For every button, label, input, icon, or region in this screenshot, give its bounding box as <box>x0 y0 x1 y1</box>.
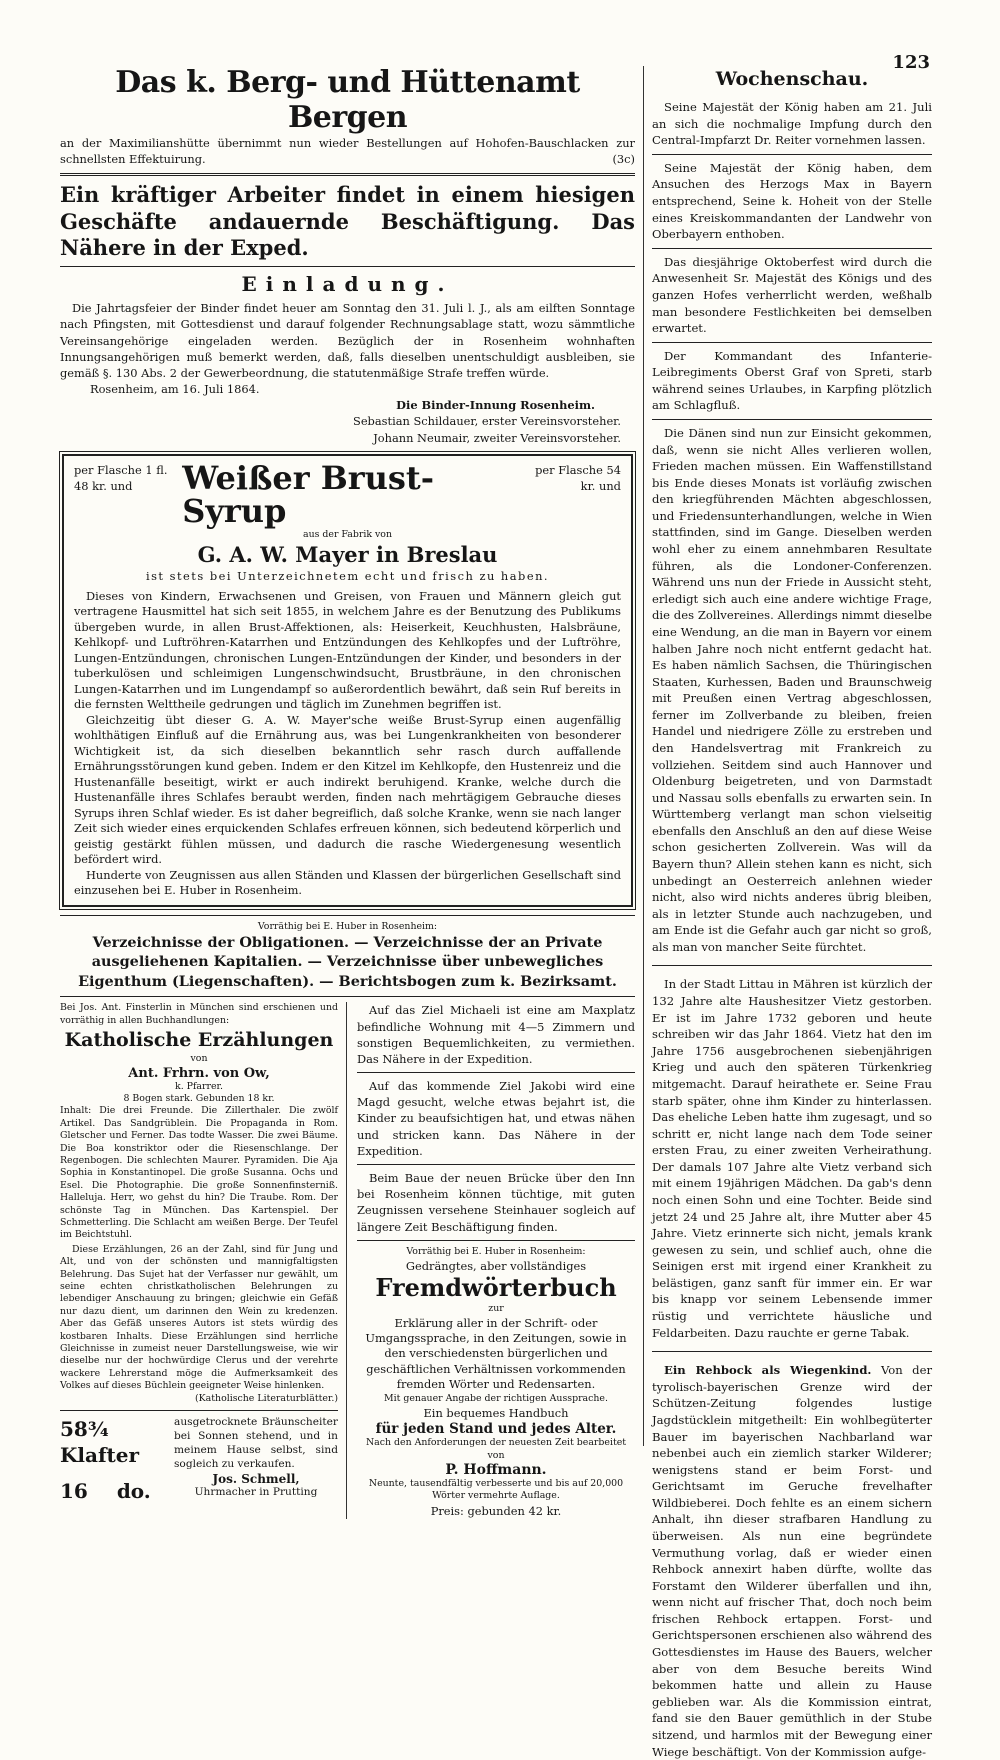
ad-verzeichnisse <box>60 921 635 992</box>
news-item-7-heading: Ein Rehbock als Wiegenkind. <box>664 1363 872 1378</box>
divider <box>652 342 932 343</box>
fw-note: Mit genauer Angabe der richtigen Aussprache. <box>384 1392 608 1404</box>
lower-ads-right <box>347 1002 635 1519</box>
ad-arbeiter <box>60 182 635 261</box>
ad-erzaehlungen <box>60 1002 338 1405</box>
lower-ads <box>60 1002 635 1519</box>
fw-handbook2: für jeden Stand und jedes Alter. <box>375 1421 617 1438</box>
erz-contents: Inhalt: Die drei Freunde. Die Zillerthaler. Die zwölf Artikel. Das Sandgrüblein. Die Propaganda in Rom. Gletscher und Ferner. Das todte Wasser. Die zwei Bäume. Die Boa konstriktor oder die Riesenschlange. Der Regenbogen. Die schlechten Maurer. Pyramiden. Die Aja Sophia in Konstantinopel. Die große Susanna. Ochs und Esel. Die Photographie. Die große Sonnenfinsterniß. Halleluja. Herr, wo gehst du hin? Die Traube. Rom. Der schönste Tag in München. Das Kartenspiel. Der Schmetterling. Die Schlacht am weißen Berge. Der Teufel im Beichtstuhl. <box>60 1105 338 1241</box>
news-item-1: Seine Majestät der König haben am 21. Juli an sich die nochmalige Impfung durch den Central-Impfarzt Dr. Reiter vornehmen lassen. <box>652 100 932 148</box>
ad-einladung-date: Rosenheim, am 16. Juli 1864. <box>90 382 260 397</box>
column-divider <box>643 66 644 1446</box>
syrup-price-right: per Flasche 54 kr. und <box>535 462 621 493</box>
divider <box>652 248 932 249</box>
klafter-word1: Klafter <box>60 1443 140 1468</box>
syrup-price-left: per Flasche 1 fl. 48 kr. und <box>74 462 168 493</box>
klafter-word2: do. <box>116 1479 151 1504</box>
verz-text: Verzeichnisse der Obligationen. — Verzeichnisse der an Private ausgeliehenen Kapitalien. — Verzeichnisse über unbewegliches Eigenthum (Liegenschaften). — Berichtsbogen zum k. Bezirksamt. <box>78 934 617 990</box>
fw-handbook1: Ein bequemes Handbuch <box>423 1405 569 1420</box>
news-item-5: Die Dänen sind nun zur Einsicht gekommen, daß, wenn sie nicht Alles verlieren wollen, Frieden machen müssen. Ein Waffenstillstand bis Ende dieses Monats ist vorläufig zwischen den kriegführenden Mächten abgeschlossen, und Friedensunterhandlungen, welche in Wien stattfinden, sind im Gange. Dieselben werden wohl eher zu einem annehmbaren Resultate führen, als die Londoner-Conferenzen. Während uns nun der Friede in Aussicht steht, erledigt sich auch eine andere wichtige Frage, die des Zollvereines. Allerdings nimmt dieselbe eine Wendung, an die man in Bayern vor einem halben Jahre noch nicht entfernt gedacht hat. Es haben nämlich Sachsen, die Thüringischen Staaten, Kurhessen, Baden und Braunschweig mit Preußen einen Vertrag abgeschlossen, ferner im Zollverbande zu bleiben, freien Handel und niedrigere Zölle zu erstreben und den Handelsvertrag mit Frankreich zu vollziehen. Seitdem sind auch Hannover und Oldenburg beigetreten, und von Darmstadt und Nassau solls ebenfalls zu erwarten sein. In Württemberg verlangt man schon vielseitig ebenfalls den Anschluß an den auf diese Weise schon gesicherten Zollverein. Was will da Bayern thun? Allein stehen kann es nicht, sich unbedingt an Oesterreich anlehnen wieder nicht, also wird nichts anderes übrig bleiben, als in letzter Stunde auch nachzugeben, und am Ende ist die Gefahr auch gar nicht so groß, als man von mancher Seite fürchtet. <box>652 425 932 954</box>
syrup-availability: ist stets bei Unterzeichnetem echt und frisch zu haben. <box>145 569 550 584</box>
ad-einladung-heading: Einladung. <box>241 272 454 297</box>
ad-fremdwoerterbuch <box>357 1246 635 1519</box>
erz-author: Ant. Frhrn. von Ow, <box>128 1065 270 1081</box>
divider <box>652 419 932 420</box>
fw-after: Nach den Anforderungen der neuesten Zeit bearbeitet <box>365 1437 627 1449</box>
news-item-7-body: Von der tyrolisch-bayerischen Grenze wird der Schützen-Zeitung folgendes lustige Jagdstücklein mitgetheilt: Ein wohlbegüterter Bauer im bayerischen Nachbarland war nebenbei auch ein ziemlich starker Wilderer; wenigstens stand er beim Forst- und Gerichtsamt im Geruche frevelhafter Wildbieberei. Doch fehlte es an einem sichern Anhalt, ihn dieser strafbaren Handlung zu überweisen. Als nun eine begründete Vermuthung vorlag, daß er wieder einen Rehbock annexirt haben dürfte, wollte das Forstamt den Wilderer überfallen und ihn, wenn nicht auf frischer That, doch noch beim frischen Rehbock ertappen. Forst- und Gerichtspersonen erschienen also während des Gottesdienstes im Hause des Bauers, welcher aber von dem Besuche bereits Wind bekommen hatte und allein zu Hause geblieben war. Als die Kommission eintrat, fand sie den Bauer gemüthlich in der Stube sitzend, und harmlos mit der Bewegung einer Wiege beschäftigt. Von der Kommission aufge- <box>652 1363 933 1759</box>
divider <box>60 266 635 267</box>
fw-zur: zur <box>488 1303 504 1315</box>
erz-intro: Bei Jos. Ant. Finsterlin in München sind erschienen und vorräthig in allen Buchhandlungen: <box>60 1002 338 1026</box>
fw-small: Vorräthig bei E. Huber in Rosenheim: <box>406 1245 586 1257</box>
klafter-num2: 16 <box>60 1479 88 1504</box>
news-item-4: Der Kommandant des Infanterie-Leibregiments Oberst Graf von Spreti, starb während seines Urlaubes, in Karpfing plötzlich am Schlagfluß. <box>652 348 932 413</box>
ad-einladung-sign2: Johann Neumair, zweiter Vereinsvorsteher. <box>373 430 621 445</box>
divider <box>652 965 932 966</box>
wochenschau-column <box>652 66 933 1759</box>
divider <box>357 1072 635 1073</box>
ad-bergamt-body: an der Maximilianshütte übernimmt nun wieder Bestellungen auf Hohofen-Bauschlacken zur schnellsten Effektuirung. (3c) <box>60 136 635 167</box>
news-item-2: Seine Majestät der König haben, dem Ansuchen des Herzogs Max in Bayern entsprechend, Seine k. Hoheit von der Stelle eines Kreiskommandanten der Landwehr von Oberbayern enthoben. <box>652 160 932 242</box>
ad-steinhauer: Beim Baue der neuen Brücke über den Inn bei Rosenheim können tüchtige, mit guten Zeugnissen versehene Steinhauer sogleich auf längere Zeit Beschäftigung finden. <box>357 1171 635 1234</box>
erz-format: 8 Bogen stark. Gebunden 18 kr. <box>123 1092 275 1104</box>
wochenschau-title: Wochenschau. <box>715 68 869 90</box>
ad-wohnung: Auf das Ziel Michaeli ist eine am Maxplatz befindliche Wohnung mit 4—5 Zimmern und sonstigen Bequemlichkeiten, zu vermiethen. Das Nähere in der Expedition. <box>357 1003 635 1066</box>
news-item-7 <box>652 1362 932 1760</box>
klafter-name: Jos. Schmell, <box>212 1471 300 1486</box>
syrup-para2: Gleichzeitig übt dieser G. A. W. Mayer'sche weiße Brust-Syrup einen augenfällig wohlthätigen Einfluß auf die Ernährung aus, was bei Lungenkrankheiten von besonderer Wichtigkeit ist, da sich dieselben bekanntlich sehr rasch durch auffallende Ernährungsstörungen kund geben. Indem er den Kitzel im Kehlkopfe, den Hustenreiz und die Hustenanfälle beseitigt, wirkt er auch indirekt beruhigend. Kranke, welche durch die Hustenanfälle ihres Schlafes beraubt werden, finden nach mehrtägigem Gebrauche dieses Syrups ihren Schlaf wieder. Es ist daher begreiflich, daß solche Kranke, wenn sie nach langer Zeit sich wieder eines erquickenden Schlafes erfreuen können, sich bedeutend körperlich und geistig gestärkt fühlen müssen, und dadurch die rasche Wiedergenesung wesentlich befördert wird. <box>74 712 621 867</box>
syrup-header <box>74 458 621 531</box>
klafter-job: Uhrmacher in Prutting <box>194 1485 318 1498</box>
divider <box>60 173 635 176</box>
syrup-title: Weißer Brust-Syrup <box>182 458 434 531</box>
ad-einladung <box>60 272 635 446</box>
fw-author: P. Hoffmann. <box>445 1461 547 1478</box>
klafter-details <box>174 1416 338 1500</box>
divider <box>60 996 635 997</box>
lower-ads-left <box>60 1002 347 1519</box>
syrup-from: aus der Fabrik von <box>302 529 392 540</box>
erz-review: Diese Erzählungen, 26 an der Zahl, sind für Jung und Alt, und von der schönsten und mannigfaltigsten Belehrung. Das Sujet hat der Verfasser nur gewählt, um seine echten christkatholischen Belehrungen zu lebendiger Anschauung zu bringen; gleichwie ein Gefäß nur dazu dient, um darinnen den Wein zu kredenzen. Aber das Gefäß unseres Autors ist stets würdig des kostbaren Inhalts. Diese Erzählungen sind herrliche Gleichnisse in zumeist neuer Darstellungsweise, wie wir dieselbe nur der hochwürdige Clerus und der verehrte wackere Lehrerstand möge die Aufmerksamkeit des Volkes auf dieses Büchlein geeigneter Weise hinlenken. <box>60 1243 338 1392</box>
syrup-maker: G. A. W. Mayer in Breslau <box>197 542 498 568</box>
klafter-text: ausgetrocknete Bräunscheiter bei Sonnen stehend, und in meinem Hause selbst, sind sogleich zu verkaufen. <box>174 1416 338 1470</box>
syrup-para1: Dieses von Kindern, Erwachsenen und Greisen, von Frauen und Männern gleich gut vertragene Hausmittel hat sich seit 1855, in welchem Jahre es der Benutzung des Publikums übergeben wurde, in allen Brust-Affektionen, als: Heiserkeit, Keuchhusten, Halsbräune, Kehlkopf- und Luftröhren-Katarrhen und Entzündungen des Kehlkopfes und der Luftröhre, Lungen-Entzündungen, chronischen Lungen-Entzündungen der Kinder, und besonders in der tuberkulösen und schleimigen Lungenschwindsucht, Brustbräune, in den chronischen Lungen-Katarrhen und im Lungendampf so außerordentlich bewährt, daß sein Ruf bereits in die fernsten Welttheile gedrungen und täglich im Zunehmen begriffen ist. <box>74 588 621 712</box>
advertisements-column <box>60 65 635 1518</box>
klafter-amounts <box>60 1416 168 1504</box>
news-item-6: In der Stadt Littau in Mähren ist kürzlich der 132 Jahre alte Haushesitzer Vietz gestorben. Er ist im Jahre 1732 geboren und heute schreiben wir das Jahr 1864. Vietz hat den im Jahre 1756 ausgebrochenen siebenjährigen Krieg und auch den späteren Türkenkrieg mitgemacht. Darauf heirathete er. Seine Frau starb später, ohne ihm Kinder zu hinterlassen. Das eheliche Leben hatte ihm zugesagt, und so schritt er, nicht lange nach dem Tode seiner ersten Frau, zu einer zweiten Verheirathung. Der damals 107 Jahre alte Vietz verband sich mit einem 19jährigen Mädchen. Da gab's denn noch einen Sohn und eine Tochter. Beide sind jetzt 24 und 25 Jahre alt, ihre Mutter aber 45 Jahre. Vietz erinnerte sich nicht, jemals krank gewesen zu sein, und schlief auch, ohne die Seinigen erst mit irgend einer Krankheit zu belästigen, ganz sanft für immer ein. Er war bis knapp vor seinem Lebensende immer rüstig und verrichtete häusliche und Feldarbeiten. Dazu rauchte er gerne Tabak. <box>652 977 932 1340</box>
ad-bergamt-note: (3c) <box>612 152 635 167</box>
erz-source: (Katholische Literaturblätter.) <box>195 1392 338 1404</box>
fw-title: Fremdwörterbuch <box>375 1273 617 1303</box>
fw-price: Preis: gebunden 42 kr. <box>430 1503 562 1518</box>
erz-title: Katholische Erzählungen <box>64 1029 334 1052</box>
verz-small: Vorräthig bei E. Huber in Rosenheim: <box>257 920 438 932</box>
divider <box>652 1351 932 1352</box>
page-number: 123 <box>892 52 930 73</box>
ad-bergamt <box>60 66 635 167</box>
divider <box>357 1240 635 1241</box>
klafter-num1: 58¾ <box>60 1417 109 1442</box>
ad-klafter <box>60 1416 338 1504</box>
fw-edition: Neunte, tausendfältig verbesserte und bis auf 20,000 Wörter vermehrte Auflage. <box>368 1477 624 1502</box>
ad-magd: Auf das kommende Ziel Jakobi wird eine Magd gesucht, welche etwas bejahrt ist, die Kinder zu beaufsichtigen hat, und etwas nähen und stricken kann. Das Nähere in der Expedition. <box>357 1079 635 1158</box>
ad-einladung-sign1: Sebastian Schildauer, erster Vereinsvorsteher. <box>353 414 621 429</box>
ad-brust-syrup <box>62 454 633 907</box>
news-item-3: Das diesjährige Oktoberfest wird durch die Anwesenheit Sr. Majestät des Königs und des ganzen Hofes verherrlicht werden, weßhalb man besondere Festlichkeiten bei demselben erwartet. <box>652 254 932 336</box>
syrup-para3: Hunderte von Zeugnissen aus allen Ständen und Klassen der bürgerlichen Gesellschaft sind einzusehen bei E. Huber in Rosenheim. <box>74 867 621 898</box>
divider <box>60 1410 338 1411</box>
erz-author-title: k. Pfarrer. <box>175 1080 223 1092</box>
divider <box>357 1164 635 1165</box>
ad-arbeiter-text: Ein kräftiger Arbeiter findet in einem hiesigen Geschäfte andauernde Beschäftigung. Das Nähere in der Exped. <box>60 182 635 260</box>
ad-einladung-body: Die Jahrtagsfeier der Binder findet heuer am Sonntag den 31. Juli l. J., als am eilften Sonntage nach Pfingsten, mit Gottesdienst und darauf folgender Rechnungsablage statt, wozu sämmtliche Vereinsangehörige eingeladen werden. Bezüglich der in Rosenheim wohnhaften Innungsangehörigen muß bemerkt werden, daß, falls dieselben unentschuldigt ausbleiben, sie gemäß §. 130 Abs. 2 der Gewerbeordnung, die statutenmäßige Strafe treffen würde. <box>60 301 635 380</box>
fw-desc: Erklärung aller in der Schrift- oder Umgangssprache, in den Zeitungen, sowie in den verschiedensten bürgerlichen und geschäftlichen Verhältnissen vorkommenden fremden Wörter und Redensarten. <box>365 1315 627 1392</box>
fw-von: von <box>487 1449 505 1461</box>
divider <box>652 154 932 155</box>
ad-einladung-sender: Die Binder-Innung Rosenheim. <box>396 398 595 413</box>
divider <box>60 915 635 916</box>
erz-von: von <box>190 1053 208 1065</box>
fw-sub: Gedrängtes, aber vollständiges <box>405 1259 587 1274</box>
ad-bergamt-title: Das k. Berg- und Hüttenamt Bergen <box>115 65 580 135</box>
